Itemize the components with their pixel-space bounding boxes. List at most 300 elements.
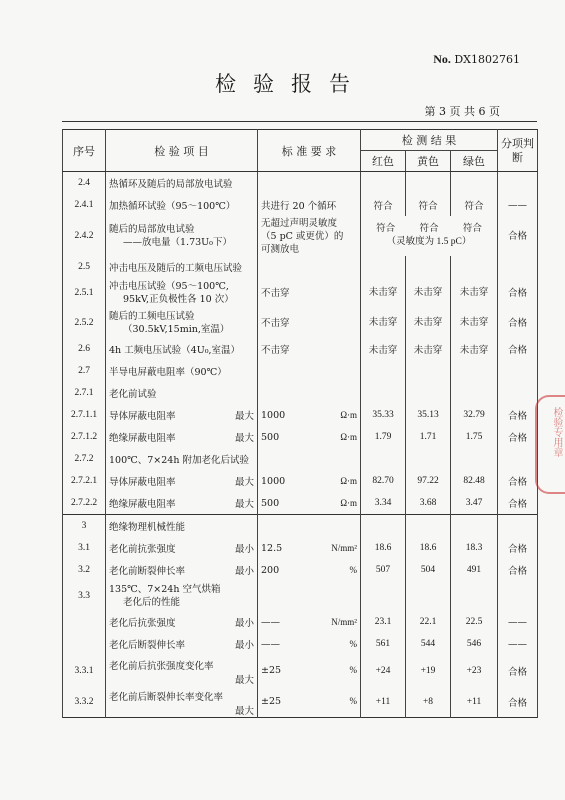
red-cell	[361, 633, 406, 655]
red-cell	[361, 492, 406, 515]
row-seq: 2.4	[78, 178, 90, 188]
red-cell	[361, 470, 406, 492]
seq-cell	[63, 655, 106, 686]
row-verdict: 合格	[507, 230, 527, 242]
result-yellow: +8	[422, 696, 434, 707]
verdict-cell	[498, 686, 538, 718]
green-cell	[451, 686, 498, 718]
verdict-cell	[498, 426, 538, 448]
row-qualifier: 最小	[234, 566, 254, 577]
seq-cell	[63, 194, 106, 216]
row-req: 无超过声明灵敏度	[261, 217, 338, 229]
col-results: 检 测 结 果	[361, 130, 498, 151]
table-row	[63, 308, 538, 338]
red-cell	[361, 278, 406, 308]
req-cell	[258, 382, 361, 404]
row-verdict: 合格	[507, 287, 527, 299]
row-seq: 2.7	[78, 366, 90, 376]
yellow-cell	[406, 172, 451, 195]
row-qualifier: 最大	[234, 499, 254, 510]
row-item-line2: 老化后的性能	[123, 597, 181, 608]
row-seq: 2.5.2	[74, 317, 94, 328]
table-row	[63, 581, 538, 611]
seq-cell	[63, 515, 106, 538]
req-cell	[258, 559, 361, 581]
row-seq: 3.3	[78, 590, 90, 601]
row-item: 冲击电压试验（95～100℃,	[109, 281, 229, 292]
green-cell	[451, 404, 498, 426]
row-seq: 2.4.2	[74, 230, 94, 241]
result-green: 82.48	[463, 476, 485, 486]
row-item: 老化前后抗张强度变化率	[109, 661, 214, 672]
red-cell	[361, 686, 406, 718]
red-cell	[361, 559, 406, 581]
row-seq: 2.7.2.1	[70, 476, 98, 486]
row-item: 老化前试验	[109, 389, 157, 400]
result-green: 1.75	[465, 432, 483, 442]
green-cell	[451, 537, 498, 559]
result-green: 符合	[464, 202, 484, 212]
red-cell	[361, 172, 406, 195]
red-cell	[361, 308, 406, 338]
item-cell	[106, 382, 258, 404]
seq-cell	[63, 448, 106, 470]
yellow-cell	[406, 278, 451, 308]
col-req: 标 准 要 求	[258, 130, 361, 172]
result-yellow: 符合	[418, 202, 438, 212]
row-verdict: 合格	[507, 433, 527, 444]
yellow-cell	[406, 515, 451, 538]
col-red: 红色	[361, 151, 406, 172]
yellow-cell	[406, 256, 451, 278]
item-cell	[106, 338, 258, 360]
row-item-line2: ——放电量（1.73U₀下）	[123, 237, 232, 248]
row-seq: 2.7.2.2	[70, 498, 98, 508]
row-item: 导体屏蔽电阻率	[109, 477, 176, 488]
row-qualifier: 最大	[234, 706, 254, 717]
header-rule	[62, 121, 537, 122]
row-verdict: 合格	[507, 411, 527, 422]
yellow-cell	[406, 404, 451, 426]
row-unit: Ω·m	[340, 475, 357, 486]
row-seq: 3.1	[78, 543, 90, 553]
row-item: 随后的工频电压试验	[109, 311, 195, 322]
row-item: 老化后抗张强度	[109, 618, 176, 629]
verdict-cell	[498, 611, 538, 633]
verdict-cell	[498, 633, 538, 655]
col-green: 绿色	[451, 151, 498, 172]
document-number	[433, 52, 520, 67]
table-row	[63, 686, 538, 718]
row-seq: 2.7.1.1	[70, 410, 98, 420]
row-verdict: 合格	[507, 544, 527, 555]
yellow-cell	[406, 448, 451, 470]
row-verdict: 合格	[507, 477, 527, 488]
table-row	[63, 492, 538, 515]
red-cell	[361, 655, 406, 686]
item-cell	[106, 216, 258, 256]
yellow-cell	[406, 338, 451, 360]
green-cell	[451, 492, 498, 515]
result-red: 507	[375, 565, 391, 575]
green-cell	[451, 470, 498, 492]
row-verdict: 合格	[507, 499, 527, 510]
result-red: 未击穿	[368, 317, 398, 328]
row-verdict: 合格	[507, 697, 527, 709]
result-red: +11	[375, 696, 391, 707]
result-green: 546	[466, 639, 482, 649]
item-cell	[106, 492, 258, 515]
item-cell	[106, 686, 258, 718]
red-cell	[361, 515, 406, 538]
row-req-line2: （5 pC 或更优）的	[261, 230, 344, 242]
verdict-cell	[498, 382, 538, 404]
green-cell	[451, 308, 498, 338]
result-red: 1.79	[374, 432, 392, 442]
seq-cell	[63, 559, 106, 581]
yellow-cell	[406, 382, 451, 404]
green-cell	[451, 382, 498, 404]
result-red: 561	[375, 639, 391, 649]
yellow-cell	[406, 655, 451, 686]
row-unit: N/mm²	[331, 542, 357, 553]
table-row	[63, 216, 538, 256]
row-req: 不击穿	[261, 287, 290, 299]
doc-no-label: No.	[433, 52, 451, 66]
seq-cell	[63, 172, 106, 195]
row-unit: %	[349, 696, 357, 706]
item-cell	[106, 655, 258, 686]
row-req: 200	[261, 564, 280, 576]
result-red: +24	[375, 665, 391, 676]
row-seq: 3.3.2	[74, 696, 94, 707]
yellow-cell	[406, 581, 451, 611]
green-cell	[451, 633, 498, 655]
result-yellow: 97.22	[417, 476, 439, 486]
seq-cell	[63, 581, 106, 611]
item-cell	[106, 611, 258, 633]
row-seq: 3	[81, 521, 87, 531]
report-title: 检验报告	[215, 72, 367, 96]
item-cell	[106, 172, 258, 195]
row-unit: %	[349, 564, 357, 575]
result-green: 未击穿	[459, 287, 489, 298]
result-yellow: 3.68	[419, 498, 437, 508]
green-cell	[451, 515, 498, 538]
table-row	[63, 404, 538, 426]
req-cell	[258, 470, 361, 492]
result-green: 3.47	[465, 498, 483, 508]
table-row	[63, 338, 538, 360]
row-qualifier: 最小	[234, 544, 254, 555]
req-cell	[258, 360, 361, 382]
verdict-cell	[498, 448, 538, 470]
result-green: 未击穿	[459, 346, 489, 356]
row-req: 500	[261, 431, 280, 443]
row-qualifier: 最小	[234, 618, 254, 629]
verdict-cell	[498, 278, 538, 308]
row-item-line2: （30.5kV,15min,室温）	[123, 324, 230, 335]
row-seq: 2.7.1.2	[70, 432, 98, 442]
verdict-cell	[498, 581, 538, 611]
red-cell	[361, 194, 406, 216]
row-item: 半导电屏蔽电阻率（90℃）	[109, 367, 227, 378]
yellow-cell	[406, 194, 451, 216]
seq-cell	[63, 404, 106, 426]
req-cell	[258, 278, 361, 308]
col-yellow: 黄色	[406, 151, 451, 172]
red-cell	[361, 360, 406, 382]
req-cell	[258, 338, 361, 360]
row-verdict: 合格	[507, 345, 527, 356]
row-item: 老化前抗张强度	[109, 544, 176, 555]
row-item: 冲击电压及随后的工频电压试验	[109, 263, 243, 274]
green-cell	[451, 581, 498, 611]
item-cell	[106, 581, 258, 611]
req-cell	[258, 256, 361, 278]
results-cell	[361, 216, 498, 256]
red-cell	[361, 256, 406, 278]
seq-cell	[63, 360, 106, 382]
result-red: 23.1	[374, 617, 392, 627]
row-qualifier: 最大	[234, 433, 254, 444]
row-req: ±25	[261, 665, 282, 676]
row-item: 绝缘屏蔽电阻率	[109, 433, 176, 444]
row-seq: 3.3.1	[74, 665, 94, 676]
row-seq: 2.4.1	[74, 200, 94, 210]
verdict-cell	[498, 655, 538, 686]
row-item: 老化后断裂伸长率	[109, 640, 186, 651]
row-req-line3: 可测放电	[261, 243, 300, 255]
row-unit: Ω·m	[340, 497, 357, 508]
row-item: 绝缘物理机械性能	[109, 522, 186, 533]
req-cell	[258, 611, 361, 633]
table-row	[63, 426, 538, 448]
verdict-cell	[498, 194, 538, 216]
green-cell	[451, 172, 498, 195]
verdict-cell	[498, 559, 538, 581]
row-seq: 2.6	[78, 344, 90, 354]
red-cell	[361, 404, 406, 426]
result-red: 3.34	[374, 498, 392, 508]
row-req: 1000	[261, 475, 286, 487]
page-info: 第 3 页 共 6 页	[424, 105, 500, 118]
red-cell	[361, 338, 406, 360]
row-item-line2: 95kV,正负极性各 10 次）	[123, 294, 234, 305]
result-yellow: 544	[420, 639, 436, 649]
result-yellow: 未击穿	[413, 287, 443, 298]
req-cell	[258, 194, 361, 216]
table-row	[63, 194, 538, 216]
result-red: 82.70	[372, 476, 394, 486]
result-green: 491	[466, 565, 482, 575]
result-yellow: 22.1	[419, 617, 437, 627]
result-red: 18.6	[374, 543, 392, 553]
req-cell	[258, 426, 361, 448]
row-item: 随后的局部放电试验	[109, 224, 195, 235]
result-yellow: 18.6	[419, 543, 437, 553]
seq-cell	[63, 308, 106, 338]
yellow-cell	[406, 360, 451, 382]
row-req: 12.5	[261, 542, 283, 554]
result-green: 22.5	[465, 617, 483, 627]
result-note: （灵敏度为 1.5 pC）	[386, 237, 472, 247]
result-yellow: 504	[420, 565, 436, 575]
req-cell	[258, 172, 361, 195]
row-item: 导体屏蔽电阻率	[109, 411, 176, 422]
verdict-cell	[498, 216, 538, 256]
seq-cell	[63, 216, 106, 256]
table-row	[63, 278, 538, 308]
row-item: 加热循环试验（95～100℃）	[109, 201, 236, 212]
col-verdict: 分项判断	[498, 130, 538, 172]
row-verdict: 合格	[507, 566, 527, 577]
result-green: 未击穿	[459, 317, 489, 328]
row-qualifier: 最大	[234, 675, 254, 686]
red-cell	[361, 382, 406, 404]
req-cell	[258, 655, 361, 686]
result-yellow: 未击穿	[413, 317, 443, 328]
result-red: 符合	[376, 224, 396, 234]
row-qualifier: 最大	[234, 411, 254, 422]
yellow-cell	[406, 308, 451, 338]
result-red: 未击穿	[368, 346, 398, 356]
doc-no-value: DX1802761	[454, 53, 520, 66]
row-item: 老化前断裂伸长率	[109, 566, 186, 577]
row-seq: 2.7.2	[74, 454, 94, 464]
row-unit: N/mm²	[331, 616, 357, 627]
result-red: 35.33	[372, 410, 394, 420]
row-item: 老化前后断裂伸长率变化率	[109, 692, 224, 703]
verdict-cell	[498, 338, 538, 360]
item-cell	[106, 308, 258, 338]
row-req: ——	[261, 616, 280, 628]
green-cell	[451, 278, 498, 308]
result-green: +23	[466, 665, 482, 676]
red-cell	[361, 611, 406, 633]
row-req: 不击穿	[261, 345, 290, 356]
seq-cell	[63, 470, 106, 492]
row-verdict: ——	[508, 199, 527, 211]
row-item: 135℃、7×24h 空气烘箱	[109, 584, 221, 595]
req-cell	[258, 404, 361, 426]
green-cell	[451, 611, 498, 633]
seq-cell	[63, 382, 106, 404]
yellow-cell	[406, 537, 451, 559]
result-green: +11	[466, 696, 482, 707]
req-cell	[258, 537, 361, 559]
item-cell	[106, 360, 258, 382]
result-green: 符合	[462, 224, 482, 234]
green-cell	[451, 338, 498, 360]
row-unit: Ω·m	[340, 431, 357, 442]
seq-cell	[63, 537, 106, 559]
row-unit: Ω·m	[340, 409, 357, 420]
table-row	[63, 537, 538, 559]
req-cell	[258, 448, 361, 470]
verdict-cell	[498, 172, 538, 195]
verdict-cell	[498, 492, 538, 515]
row-req: 不击穿	[261, 317, 290, 329]
yellow-cell	[406, 492, 451, 515]
yellow-cell	[406, 470, 451, 492]
table-row	[63, 382, 538, 404]
row-req: 共进行 20 个循环	[261, 201, 337, 212]
seq-cell	[63, 426, 106, 448]
red-cell	[361, 448, 406, 470]
verdict-cell	[498, 308, 538, 338]
row-seq: 2.7.1	[74, 388, 94, 398]
result-yellow: +19	[420, 665, 436, 676]
green-cell	[451, 655, 498, 686]
row-seq: 3.2	[78, 565, 90, 575]
item-cell	[106, 256, 258, 278]
item-cell	[106, 194, 258, 216]
red-cell	[361, 537, 406, 559]
table-row	[63, 559, 538, 581]
seq-cell	[63, 633, 106, 655]
item-cell	[106, 470, 258, 492]
green-cell	[451, 194, 498, 216]
inspection-table	[62, 129, 538, 718]
verdict-cell	[498, 515, 538, 538]
req-cell	[258, 308, 361, 338]
row-seq: 2.5	[78, 262, 90, 272]
result-red: 未击穿	[368, 287, 398, 298]
seq-cell	[63, 492, 106, 515]
row-verdict: 合格	[507, 666, 527, 678]
row-verdict: ——	[508, 616, 527, 628]
table-row	[63, 360, 538, 382]
item-cell	[106, 633, 258, 655]
table-row	[63, 655, 538, 686]
yellow-cell	[406, 611, 451, 633]
seq-cell	[63, 278, 106, 308]
red-seal-stamp: 检验专用章	[535, 395, 565, 494]
item-cell	[106, 278, 258, 308]
yellow-cell	[406, 686, 451, 718]
verdict-cell	[498, 360, 538, 382]
green-cell	[451, 426, 498, 448]
verdict-cell	[498, 537, 538, 559]
yellow-cell	[406, 633, 451, 655]
row-req: 500	[261, 497, 280, 509]
req-cell	[258, 492, 361, 515]
yellow-cell	[406, 426, 451, 448]
item-cell	[106, 404, 258, 426]
table-row	[63, 256, 538, 278]
seq-cell	[63, 611, 106, 633]
req-cell	[258, 633, 361, 655]
table-row	[63, 515, 538, 538]
table-row	[63, 172, 538, 195]
seq-cell	[63, 338, 106, 360]
result-red: 符合	[373, 202, 393, 212]
result-yellow: 1.71	[419, 432, 437, 442]
row-item: 100℃、7×24h 附加老化后试验	[109, 455, 249, 466]
row-req: ±25	[261, 696, 282, 707]
req-cell	[258, 686, 361, 718]
row-item: 绝缘屏蔽电阻率	[109, 499, 176, 510]
col-item: 检 验 项 目	[106, 130, 258, 172]
verdict-cell	[498, 470, 538, 492]
table-row	[63, 470, 538, 492]
result-green: 18.3	[465, 543, 483, 553]
row-qualifier: 最大	[234, 477, 254, 488]
green-cell	[451, 360, 498, 382]
yellow-cell	[406, 559, 451, 581]
green-cell	[451, 256, 498, 278]
